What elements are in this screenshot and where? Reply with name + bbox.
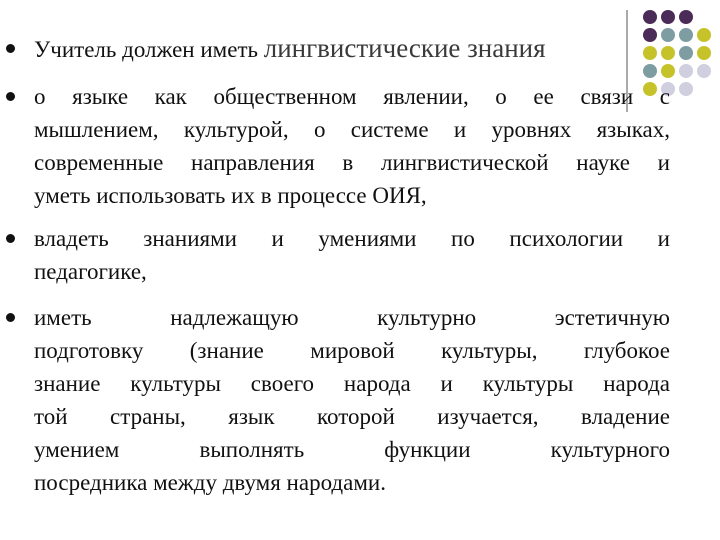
bullet-dot-icon (6, 92, 15, 101)
item-1-emphasis: лингвистические знания (263, 33, 546, 63)
item-4-line-4: той страны, язык которой изучается, владение (34, 404, 670, 429)
item-4-line-3: знание культуры своего народа и культуры народа (34, 371, 670, 396)
item-3-line-2: педагогике, (34, 259, 147, 284)
item-4-line-5: умением выполнять функции культурного (34, 437, 670, 462)
item-2-line-2: мышлением, культурой, о системе и уровнях языках, (34, 117, 670, 142)
item-1-lead: Учитель должен иметь (34, 37, 264, 62)
bullet-dot-icon (6, 313, 15, 322)
item-2-line-4: уметь использовать их в процессе ОИЯ, (34, 183, 427, 208)
item-2-line-3: современные направления в лингвистической науке и (34, 150, 670, 175)
item-4-line-2: подготовку (знание мировой культуры, глубокое (34, 338, 670, 363)
item-4-line-1: иметь надлежащую культурно эстетичную (34, 305, 670, 330)
item-4-line-6: посредника между двумя народами. (34, 470, 386, 495)
item-3-line-1: владеть знаниями и умениями по психологии и (34, 226, 670, 251)
bullet-dot-icon (6, 44, 15, 53)
bullet-dot-icon (6, 234, 15, 243)
item-2-line-1: о языке как общественном явлении, о ее связи с (34, 84, 670, 109)
